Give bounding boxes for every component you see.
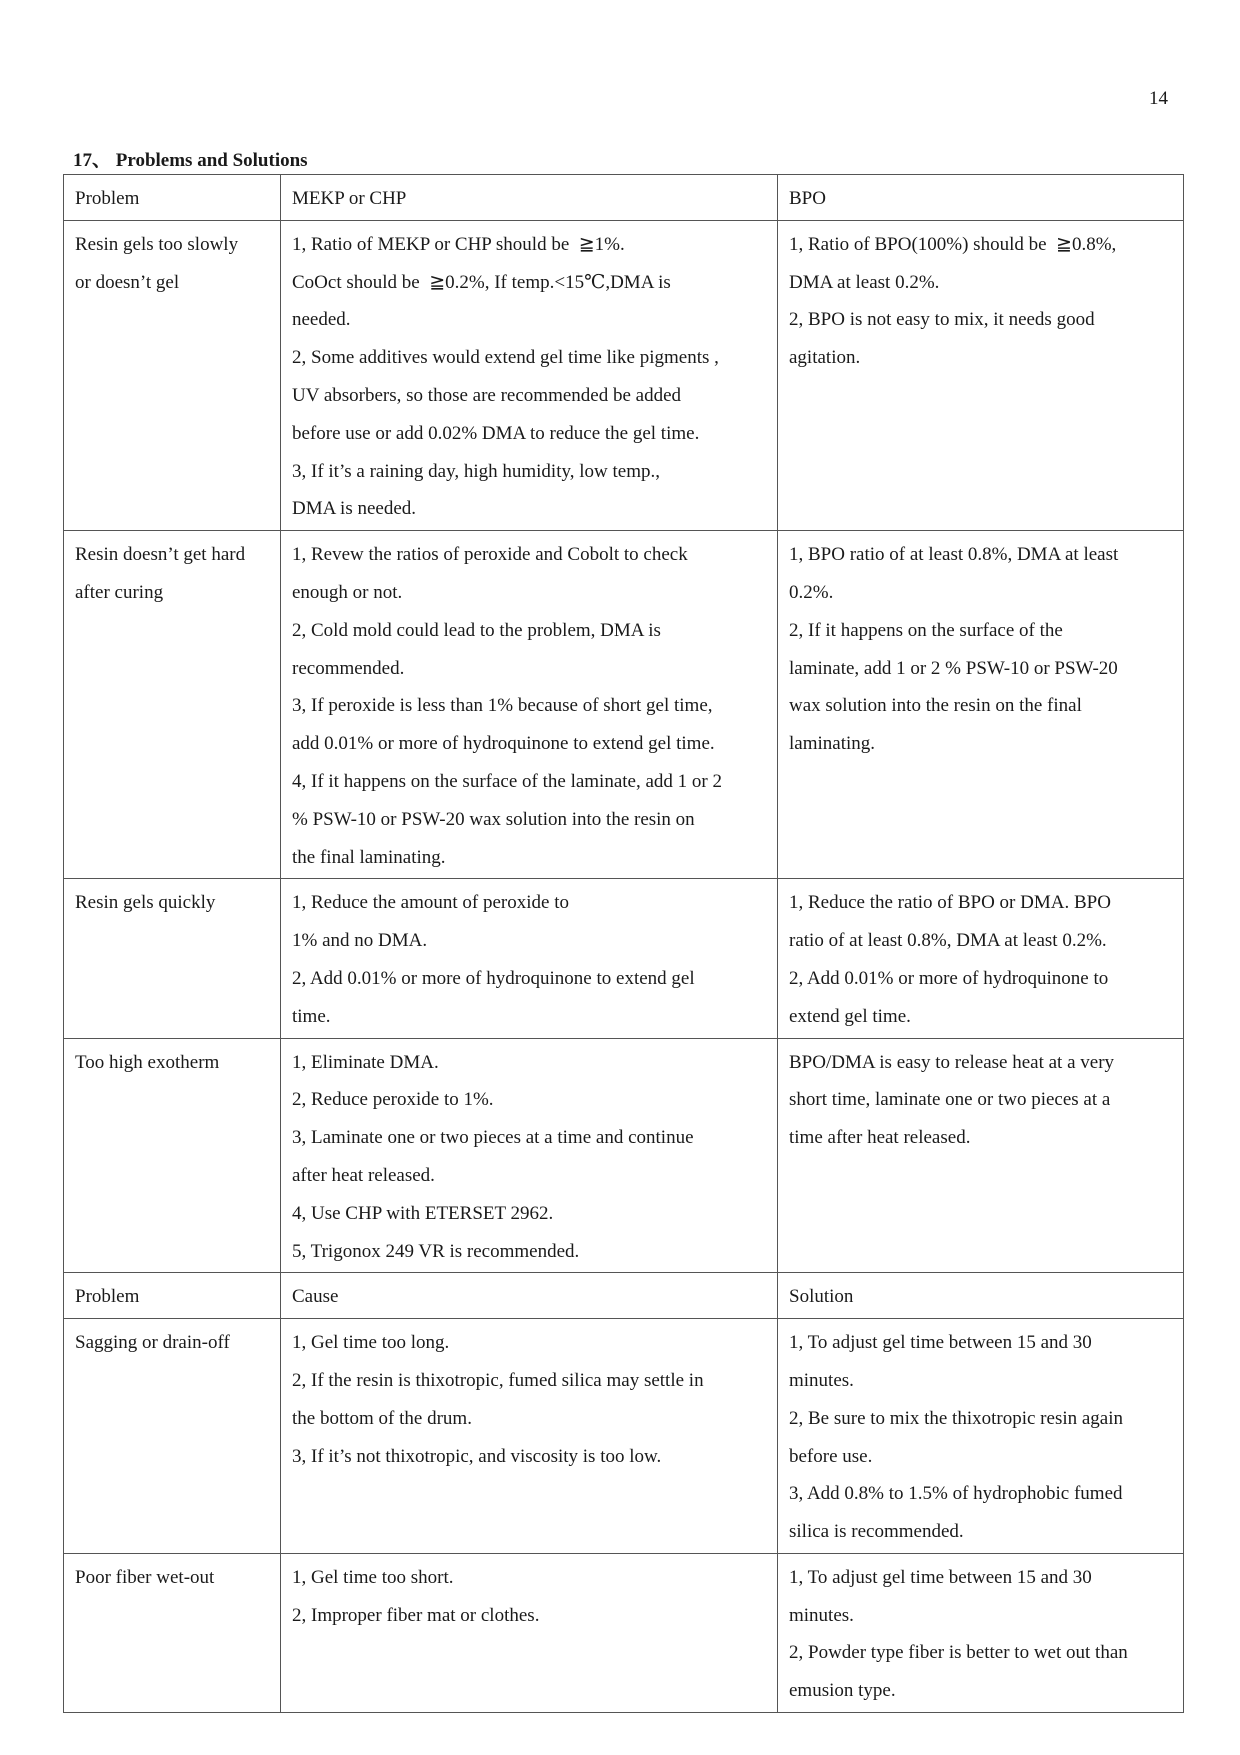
table-row bbox=[64, 1553, 1184, 1712]
cell-line: CoOct should be ≧0.2%, If temp.<15℃,DMA is bbox=[292, 271, 671, 293]
cell-line: emusion type. bbox=[789, 1680, 896, 1702]
solution-cell bbox=[778, 220, 1184, 530]
cell-line: short time, laminate one or two pieces at a bbox=[789, 1089, 1111, 1111]
cell-line: 3, If peroxide is less than 1% because of short gel time, bbox=[292, 695, 713, 717]
cell-line: 1, Reduce the amount of peroxide to bbox=[292, 892, 570, 914]
cell-line: 2, Reduce peroxide to 1%. bbox=[292, 1089, 494, 1111]
page-number: 14 bbox=[1149, 88, 1168, 109]
cause-cell bbox=[281, 531, 778, 879]
cell-line: % PSW-10 or PSW-20 wax solution into the resin on bbox=[292, 808, 695, 830]
cell-line: 2, Improper fiber mat or clothes. bbox=[292, 1604, 540, 1626]
problem-cell bbox=[64, 531, 281, 879]
cell-line: 5, Trigonox 249 VR is recommended. bbox=[292, 1240, 580, 1262]
cell-line: 1, Ratio of MEKP or CHP should be ≧1%. bbox=[292, 233, 625, 255]
solution-cell bbox=[778, 879, 1184, 1038]
header-cell: Solution bbox=[778, 1273, 1184, 1319]
solution-cell bbox=[778, 1319, 1184, 1554]
cell-line: before use or add 0.02% DMA to reduce the gel time. bbox=[292, 422, 700, 444]
cell-line: minutes. bbox=[789, 1369, 854, 1391]
cell-line: laminate, add 1 or 2 % PSW-10 or PSW-20 bbox=[789, 657, 1118, 679]
cell-line: 2, Add 0.01% or more of hydroquinone to bbox=[789, 967, 1109, 989]
cell-line: 1, Gel time too short. bbox=[292, 1566, 454, 1588]
table-body bbox=[64, 175, 1184, 1713]
cell-line: 2, BPO is not easy to mix, it needs good bbox=[789, 309, 1095, 331]
cell-line: 2, If the resin is thixotropic, fumed silica may settle in bbox=[292, 1369, 704, 1391]
cell-line: time after heat released. bbox=[789, 1127, 971, 1149]
table-row bbox=[64, 1319, 1184, 1554]
cell-line: 1% and no DMA. bbox=[292, 930, 428, 952]
cell-line: 3, If it’s a raining day, high humidity, low temp., bbox=[292, 460, 660, 482]
cell-line: Poor fiber wet-out bbox=[75, 1566, 215, 1588]
header-cell: Cause bbox=[281, 1273, 778, 1319]
cell-line: BPO/DMA is easy to release heat at a very bbox=[789, 1051, 1115, 1073]
table-row bbox=[64, 220, 1184, 530]
header-cell: Problem bbox=[64, 175, 281, 221]
cell-line: UV absorbers, so those are recommended be added bbox=[292, 384, 682, 406]
cause-cell bbox=[281, 879, 778, 1038]
cell-line: enough or not. bbox=[292, 581, 403, 603]
cell-line: or doesn’t gel bbox=[75, 271, 180, 293]
cell-line: recommended. bbox=[292, 657, 405, 679]
cell-line: 0.2%. bbox=[789, 581, 834, 603]
cell-line: the final laminating. bbox=[292, 846, 446, 868]
cause-cell bbox=[281, 220, 778, 530]
table-header-row bbox=[64, 175, 1184, 221]
cell-line: agitation. bbox=[789, 347, 861, 369]
cell-line: 4, Use CHP with ETERSET 2962. bbox=[292, 1202, 554, 1224]
cell-line: DMA is needed. bbox=[292, 498, 417, 520]
cell-line: 1, BPO ratio of at least 0.8%, DMA at least bbox=[789, 544, 1119, 566]
section-title: 17、 Problems and Solutions bbox=[73, 150, 308, 171]
cell-line: Resin doesn’t get hard bbox=[75, 544, 246, 566]
cell-line: needed. bbox=[292, 309, 351, 331]
cell-line: time. bbox=[292, 1005, 331, 1027]
cell-line: 2, Powder type fiber is better to wet out than bbox=[789, 1642, 1128, 1664]
cell-line: 2, If it happens on the surface of the bbox=[789, 619, 1063, 641]
cell-line: minutes. bbox=[789, 1604, 854, 1626]
cell-line: before use. bbox=[789, 1445, 873, 1467]
header-cell: Problem bbox=[64, 1273, 281, 1319]
cell-line: ratio of at least 0.8%, DMA at least 0.2%. bbox=[789, 930, 1107, 952]
cell-line: silica is recommended. bbox=[789, 1521, 964, 1543]
header-cell: BPO bbox=[778, 175, 1184, 221]
problem-cell bbox=[64, 1038, 281, 1273]
table-header-row bbox=[64, 1273, 1184, 1319]
problem-cell bbox=[64, 1319, 281, 1554]
cell-line: 1, Ratio of BPO(100%) should be ≧0.8%, bbox=[789, 233, 1117, 255]
cell-line: 1, Eliminate DMA. bbox=[292, 1051, 439, 1073]
cell-line: 1, Reduce the ratio of BPO or DMA. BPO bbox=[789, 892, 1111, 914]
cell-line: 2, Cold mold could lead to the problem, DMA is bbox=[292, 619, 661, 641]
cell-line: laminating. bbox=[789, 733, 876, 755]
cell-line: 2, Some additives would extend gel time like pigments , bbox=[292, 347, 719, 369]
problem-cell bbox=[64, 879, 281, 1038]
cell-line: Sagging or drain-off bbox=[75, 1332, 230, 1354]
cell-line: 1, Revew the ratios of peroxide and Cobolt to check bbox=[292, 544, 688, 566]
cell-line: Too high exotherm bbox=[75, 1051, 220, 1073]
header-cell: MEKP or CHP bbox=[281, 175, 778, 221]
table-row bbox=[64, 1038, 1184, 1273]
cell-line: DMA at least 0.2%. bbox=[789, 271, 940, 293]
cell-line: 3, Laminate one or two pieces at a time and continue bbox=[292, 1127, 694, 1149]
cell-line: add 0.01% or more of hydroquinone to extend gel time. bbox=[292, 733, 715, 755]
cell-line: 2, Be sure to mix the thixotropic resin again bbox=[789, 1407, 1124, 1429]
table-row bbox=[64, 531, 1184, 879]
cell-line: Resin gels quickly bbox=[75, 892, 216, 914]
cell-line: the bottom of the drum. bbox=[292, 1407, 472, 1429]
problems-solutions-table bbox=[63, 174, 1184, 1713]
solution-cell bbox=[778, 531, 1184, 879]
cause-cell bbox=[281, 1553, 778, 1712]
solution-cell bbox=[778, 1038, 1184, 1273]
cell-line: 1, To adjust gel time between 15 and 30 bbox=[789, 1566, 1092, 1588]
cell-line: Resin gels too slowly bbox=[75, 233, 239, 255]
cause-cell bbox=[281, 1319, 778, 1554]
cell-line: 4, If it happens on the surface of the laminate, add 1 or 2 bbox=[292, 770, 722, 792]
problem-cell bbox=[64, 1553, 281, 1712]
table-row bbox=[64, 879, 1184, 1038]
cell-line: 2, Add 0.01% or more of hydroquinone to extend gel bbox=[292, 967, 695, 989]
cell-line: 3, If it’s not thixotropic, and viscosity is too low. bbox=[292, 1445, 662, 1467]
problem-cell bbox=[64, 220, 281, 530]
cell-line: wax solution into the resin on the final bbox=[789, 695, 1082, 717]
cell-line: 3, Add 0.8% to 1.5% of hydrophobic fumed bbox=[789, 1483, 1123, 1505]
cause-cell bbox=[281, 1038, 778, 1273]
cell-line: after curing bbox=[75, 581, 164, 603]
cell-line: after heat released. bbox=[292, 1164, 435, 1186]
solution-cell bbox=[778, 1553, 1184, 1712]
cell-line: 1, To adjust gel time between 15 and 30 bbox=[789, 1332, 1092, 1354]
cell-line: extend gel time. bbox=[789, 1005, 911, 1027]
cell-line: 1, Gel time too long. bbox=[292, 1332, 450, 1354]
